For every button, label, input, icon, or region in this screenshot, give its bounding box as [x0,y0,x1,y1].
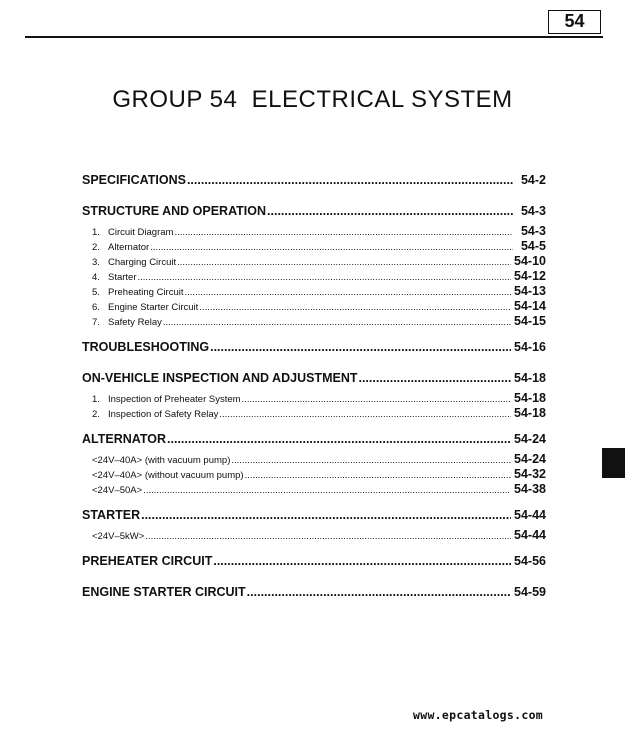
toc-subentry-number: 5. [92,287,100,298]
toc-entry[interactable] [82,580,546,605]
toc-subentry[interactable] [82,224,546,239]
toc-entry-label: SPECIFICATIONS [82,173,186,187]
toc-entry[interactable] [82,335,546,360]
toc-entry[interactable] [82,199,546,224]
toc-subentry-label: Safety Relay [108,317,162,328]
toc-subentry-page: 54-44 [514,528,546,542]
toc-subentry[interactable] [82,452,546,467]
toc-subentry-page: 54-15 [514,314,546,328]
toc-entry[interactable] [82,503,546,528]
toc-subentry-label: Starter [108,272,137,283]
toc-section [82,199,546,329]
toc-section [82,168,546,193]
toc-section [82,580,546,605]
toc-subentry-page: 54-5 [520,239,546,253]
toc-subentry-page: 54-38 [514,482,546,496]
toc-subentry-label: Preheating Circuit [108,287,184,298]
toc-subentry[interactable] [82,284,546,299]
leader-dots [213,549,511,574]
leader-dots [247,580,511,605]
group-number-badge: 54 [548,10,601,34]
toc-subentry[interactable] [82,314,546,329]
header-rule [25,36,603,38]
toc-subentry[interactable] [82,269,546,284]
toc-section [82,335,546,360]
toc-entry-page: 54-59 [514,585,546,599]
leader-dots [150,240,513,254]
toc-entry-label: STARTER [82,508,141,522]
toc-subentry-number: 2. [92,409,100,420]
leader-dots [145,529,511,543]
toc-section [82,503,546,543]
toc-subentry-page: 54-3 [520,224,546,238]
toc-subentry-page: 54-32 [514,467,546,481]
toc-subentry-number: 3. [92,257,100,268]
toc-subentry-label: <24V–40A> (with vacuum pump) [92,455,231,466]
toc-entry[interactable] [82,549,546,574]
toc-subentry-page: 54-13 [514,284,546,298]
toc-entry-label: STRUCTURE AND OPERATION [82,204,267,218]
leader-dots [187,168,513,193]
leader-dots [143,483,511,497]
toc-subentry-number: 1. [92,227,100,238]
toc-entry-label: TROUBLESHOOTING [82,340,210,354]
section-thumb-tab [602,448,625,478]
toc-entry-page: 54-44 [514,508,546,522]
toc-section [82,549,546,574]
toc-subentry-label: Circuit Diagram [108,227,174,238]
leader-dots [242,392,511,406]
toc-entry-label: ALTERNATOR [82,432,167,446]
leader-dots [245,468,511,482]
toc-subentry-label: Charging Circuit [108,257,177,268]
leader-dots [141,503,511,528]
toc-subentry-number: 7. [92,317,100,328]
leader-dots [358,366,511,391]
leader-dots [231,453,511,467]
toc-entry-page: 54-24 [514,432,546,446]
toc-entry-page: 54-2 [520,173,546,187]
toc-subentry-page: 54-12 [514,269,546,283]
toc-subentry[interactable] [82,467,546,482]
toc-section [82,427,546,497]
leader-dots [267,199,513,224]
toc-subentry-number: 6. [92,302,100,313]
leader-dots [177,255,511,269]
toc-subentry-label: Inspection of Safety Relay [108,409,219,420]
toc-entry[interactable] [82,168,546,193]
toc-entry-page: 54-56 [514,554,546,568]
toc-subentry-page: 54-18 [514,406,546,420]
toc-subentry[interactable] [82,406,546,421]
toc-subentry-label: <24V–40A> (without vacuum pump) [92,470,244,481]
toc-subentry[interactable] [82,239,546,254]
leader-dots [138,270,512,284]
toc-subentry-label: Engine Starter Circuit [108,302,199,313]
toc-entry-page: 54-16 [514,340,546,354]
toc-subentry-label: <24V–5kW> [92,531,145,542]
toc-entry[interactable] [82,366,546,391]
toc-subentry-number: 2. [92,242,100,253]
toc-subentry[interactable] [82,254,546,269]
leader-dots [219,407,511,421]
toc-subentry[interactable] [82,482,546,497]
toc-entry-page: 54-3 [520,204,546,218]
toc-subentry-label: Inspection of Preheater System [108,394,241,405]
toc-entry-label: ENGINE STARTER CIRCUIT [82,585,246,599]
toc-subentry-page: 54-10 [514,254,546,268]
leader-dots [174,225,513,239]
leader-dots [163,315,511,329]
footer-watermark-url: www.epcatalogs.com [413,708,544,722]
page-title: GROUP 54 ELECTRICAL SYSTEM [112,86,513,113]
toc-entry-label: PREHEATER CIRCUIT [82,554,213,568]
toc-subentry-number: 1. [92,394,100,405]
leader-dots [210,335,511,360]
toc-entry[interactable] [82,427,546,452]
leader-dots [167,427,511,452]
toc-subentry-page: 54-14 [514,299,546,313]
leader-dots [199,300,511,314]
toc-subentry[interactable] [82,299,546,314]
table-of-contents [82,168,546,611]
toc-subentry[interactable] [82,528,546,543]
toc-subentry[interactable] [82,391,546,406]
toc-subentry-label: Alternator [108,242,150,253]
toc-entry-label: ON-VEHICLE INSPECTION AND ADJUSTMENT [82,371,358,385]
toc-subentry-page: 54-24 [514,452,546,466]
toc-subentry-label: <24V–50A> [92,485,143,496]
toc-subentry-page: 54-18 [514,391,546,405]
leader-dots [185,285,512,299]
toc-entry-page: 54-18 [514,371,546,385]
toc-section [82,366,546,421]
toc-subentry-number: 4. [92,272,100,283]
